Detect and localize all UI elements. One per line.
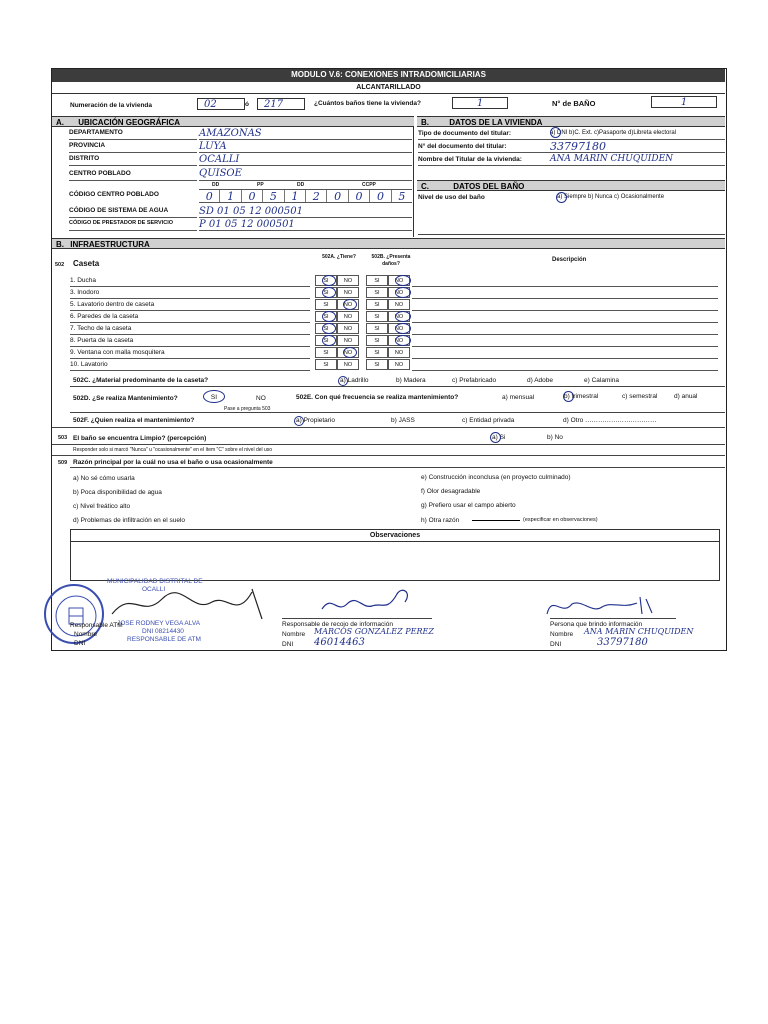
q503-label: El baño se encuentra Limpio? (percepción) [73, 435, 207, 442]
danos-si[interactable]: SI [366, 311, 388, 322]
code-digit: 0 [370, 190, 391, 202]
divider [52, 427, 725, 428]
nombre-titular-label: Nombre del Titular de la vivienda: [418, 153, 550, 166]
left-nombre-label: Nombre [74, 631, 98, 638]
q509-opt-f[interactable]: f) Olor desagradable [421, 488, 481, 495]
caseta-item: 9. Ventana con malla mosquitera [70, 347, 310, 359]
danos-si[interactable]: SI [366, 359, 388, 370]
codigo-centro-digits[interactable] [199, 189, 412, 203]
caseta-head-b: 502B. ¿Presenta daños? [371, 254, 411, 267]
right-dni-label: DNI [550, 641, 562, 648]
tiene-si[interactable]: SI [315, 323, 337, 334]
tiene-si[interactable]: SI [315, 311, 337, 322]
q502f-mark [294, 416, 304, 426]
q502c-opt-b[interactable]: b) Madera [396, 377, 426, 384]
q502c-mark [338, 376, 348, 386]
danos-si[interactable]: SI [366, 299, 388, 310]
q502e-opt-b[interactable]: b) trimestral [564, 393, 599, 400]
tiene-no[interactable]: NO [337, 347, 359, 358]
mid-nombre-value: MARCOS GONZALEZ PEREZ [314, 627, 434, 636]
tiene-no[interactable]: NO [337, 275, 359, 286]
code-digit: 0 [349, 190, 370, 202]
tiene-no[interactable]: NO [337, 359, 359, 370]
stamp-town: OCALLI [142, 586, 166, 593]
prestador-field[interactable]: P 01 05 12 000501 [199, 218, 412, 231]
code-head-ccpp: CCPP [362, 182, 376, 188]
q502c-label: 502C. ¿Material predominante de la caseta? [73, 377, 209, 384]
section-a-header [52, 116, 414, 127]
middle-sign-line [282, 618, 432, 619]
q509-opt-h-note: (especificar en observaciones) [523, 517, 598, 523]
q502e-opt-a[interactable]: a) mensual [502, 394, 535, 401]
section-b-letter: B. [421, 118, 429, 127]
table-row [70, 323, 718, 335]
code-head-dd2: DD [297, 182, 305, 188]
danos-si[interactable]: SI [366, 287, 388, 298]
danos-no[interactable]: NO [388, 323, 410, 334]
q509-opt-d[interactable]: d) Problemas de infiltración en el suelo [73, 517, 186, 524]
provincia-label: PROVINCIA [69, 140, 197, 153]
q509-opt-b[interactable]: b) Poca disponibilidad de agua [73, 489, 162, 496]
danos-no[interactable]: NO [388, 347, 410, 358]
q503-mark [490, 432, 501, 443]
divider [418, 234, 725, 235]
mark-circle [322, 275, 336, 286]
caseta-head-a: 502A. ¿Tiene? [322, 254, 356, 260]
q502d-si[interactable]: SI [203, 390, 225, 403]
desc-field[interactable] [412, 311, 718, 323]
banos-question: ¿Cuántos baños tiene la vivienda? [314, 100, 421, 107]
uso-bano-mark [556, 192, 567, 203]
q502f-opt-a[interactable]: a) Propietario [296, 417, 336, 424]
danos-no[interactable]: NO [388, 359, 410, 370]
resp-atm-label: Responsable ATM [70, 622, 123, 629]
nombre-titular-field[interactable]: ANA MARIN CHUQUIDEN [550, 153, 725, 166]
code-digit: 5 [263, 190, 284, 202]
q503-opt-b[interactable]: b) No [547, 434, 563, 441]
divider [70, 386, 725, 387]
danos-no[interactable]: NO [388, 299, 410, 310]
caseta-item: 8. Puerta de la caseta [70, 335, 310, 347]
mark-circle [395, 311, 411, 322]
caseta-head-desc: Descripción [552, 257, 587, 263]
section-c-title: DATOS DEL BAÑO [453, 182, 525, 191]
arrow-line [472, 520, 520, 521]
mark-circle [395, 287, 411, 298]
code-digit: 0 [327, 190, 348, 202]
code-digit: 5 [398, 190, 406, 203]
q502c-opt-c[interactable]: c) Prefabricado [452, 377, 497, 384]
tipo-doc-mark [550, 127, 561, 138]
q502d-label: 502D. ¿Se realiza Mantenimiento? [73, 395, 178, 402]
num-doc-field[interactable]: 33797180 [550, 140, 725, 153]
divider [70, 467, 725, 468]
caseta-item: 5. Lavatorio dentro de caseta [70, 299, 310, 311]
q509-opt-e[interactable]: e) Construcción inconclusa (en proyecto culminado) [421, 474, 571, 481]
vivienda-field-a[interactable]: 02 [197, 98, 245, 110]
tiene-si[interactable]: SI [315, 275, 337, 286]
code-digit: 1 [220, 190, 241, 202]
caseta-item: 6. Paredes de la caseta [70, 311, 310, 323]
tiene-si[interactable]: SI [315, 299, 337, 310]
mark-circle [343, 347, 357, 358]
q509-label: Razón principal por la cuál no usa el baño o usa ocasionalmente [73, 459, 273, 466]
ubicacion-block [52, 127, 414, 237]
code-digit: 1 [285, 190, 306, 202]
departamento-label: DEPARTAMENTO [69, 127, 197, 140]
tipo-doc-options[interactable]: a) DNI b)C. Ext. c)Pasaporte d)Libreta electoral [550, 127, 725, 140]
divider [52, 455, 725, 456]
caseta-code: 502 [55, 262, 65, 268]
mark-circle [322, 287, 336, 298]
banos-field[interactable]: 1 [452, 97, 508, 109]
code-head-dd1: DD [212, 182, 220, 188]
section-c-letter: C. [421, 182, 429, 191]
stamp-role: RESPONSABLE DE ATM [127, 636, 201, 643]
q502c-opt-e[interactable]: e) Calamina [584, 377, 620, 384]
mid-nombre-label: Nombre [282, 631, 306, 638]
caseta-item: 1. Ducha [70, 275, 310, 287]
caseta-title: Caseta [73, 259, 100, 268]
right-nombre-value: ANA MARIN CHUQUIDEN [584, 627, 694, 636]
q509-opt-h[interactable]: h) Otra razón [421, 517, 460, 524]
tiene-no[interactable]: NO [337, 335, 359, 346]
table-row [70, 335, 718, 347]
distrito-field[interactable]: OCALLI [199, 153, 412, 166]
right-signature [542, 589, 662, 621]
mark-circle [322, 311, 336, 322]
uso-bano-options[interactable]: a) Siempre b) Nunca c) Ocasionalmente [557, 194, 665, 200]
stamp-dni: DNI 08214430 [142, 628, 184, 635]
centro-poblado-label: CENTRO POBLADO [69, 166, 197, 181]
desc-field[interactable] [412, 275, 718, 287]
vivienda-sep: ó [245, 101, 249, 108]
agua-label: CÓDIGO DE SISTEMA DE AGUA [69, 205, 197, 218]
uso-bano-label: Nivel de uso del baño [418, 194, 485, 201]
tiene-si[interactable]: SI [315, 359, 337, 370]
mark-circle [395, 323, 411, 334]
tiene-no[interactable]: NO [337, 287, 359, 298]
nbano-label: N° de BAÑO [552, 99, 596, 108]
section-b-vivienda-header [417, 116, 725, 127]
tiene-si[interactable]: SI [315, 287, 337, 298]
danos-si[interactable]: SI [366, 275, 388, 286]
danos-si[interactable]: SI [366, 323, 388, 334]
desc-field[interactable] [412, 287, 718, 299]
danos-no[interactable]: NO [388, 311, 410, 322]
mid-dni-value: 46014463 [314, 637, 365, 648]
left-dni-label: DNI [74, 640, 86, 647]
code-digit: 2 [306, 190, 327, 202]
section-a-letter: A. [56, 118, 64, 127]
desc-field[interactable] [412, 335, 718, 347]
divider [52, 444, 725, 445]
desc-field[interactable] [412, 299, 718, 311]
divider [70, 412, 725, 413]
desc-field[interactable] [412, 347, 718, 359]
q509-opt-c[interactable]: c) Nivel freático alto [73, 503, 131, 510]
observaciones-box[interactable] [70, 529, 720, 581]
right-dni-value: 33797180 [597, 637, 648, 648]
table-row [70, 347, 718, 359]
table-row [70, 359, 718, 371]
q502e-opt-d[interactable]: d) anual [674, 393, 698, 400]
code-digit: 0 [199, 190, 220, 202]
table-row [70, 287, 718, 299]
agua-field[interactable]: SD 01 05 12 000501 [199, 205, 412, 218]
q509-opt-a[interactable]: a) No sé cómo usarla [73, 475, 135, 482]
danos-si[interactable]: SI [366, 335, 388, 346]
vivienda-field-b[interactable]: 217 [257, 98, 305, 110]
caseta-item: 7. Techo de la caseta [70, 323, 310, 335]
section-b-infra-header [52, 238, 725, 249]
table-row [70, 311, 718, 323]
code-head-pp: PP [257, 182, 264, 188]
centro-poblado-field[interactable]: QUISOE [199, 166, 412, 181]
section-b-infra-letter: B. [56, 240, 64, 249]
form-title: MODULO V.6: CONEXIONES INTRADOMICILIARIAS [52, 69, 725, 82]
mark-circle [395, 275, 411, 286]
section-a-title: UBICACIÓN GEOGRÁFICA [78, 118, 181, 127]
tipo-doc-label: Tipo de documento del titular: [418, 127, 550, 140]
vivienda-label: Numeración de la vivienda [70, 102, 153, 109]
q502c-opt-d[interactable]: d) Adobe [527, 377, 554, 384]
q503-opt-a[interactable]: a) Si [492, 434, 506, 441]
mark-circle [322, 323, 336, 334]
departamento-field[interactable]: AMAZONAS [199, 127, 412, 140]
danos-si[interactable]: SI [366, 347, 388, 358]
survey-form [51, 68, 727, 651]
mark-circle [395, 335, 411, 346]
q503-code: 503 [58, 435, 68, 441]
table-row [70, 275, 718, 287]
q502f-opt-b[interactable]: b) JASS [391, 417, 415, 424]
q502f-opt-c[interactable]: c) Entidad privada [462, 417, 515, 424]
q502f-opt-d[interactable]: d) Otro …………………………… [563, 417, 657, 424]
desc-field[interactable] [412, 323, 718, 335]
q502c-opt-a[interactable]: a) Ladrillo [340, 377, 369, 384]
right-nombre-label: Nombre [550, 631, 574, 638]
table-row [70, 299, 718, 311]
tiene-no[interactable]: NO [337, 311, 359, 322]
section-b-vivienda-title: DATOS DE LA VIVIENDA [449, 118, 543, 127]
danos-no[interactable]: NO [388, 287, 410, 298]
caseta-item: 3. Inodoro [70, 287, 310, 299]
danos-no[interactable]: NO [388, 335, 410, 346]
mark-circle [322, 335, 336, 346]
code-digit: 0 [242, 190, 263, 202]
q502e-opt-c[interactable]: c) semestral [622, 393, 658, 400]
nbano-field[interactable]: 1 [651, 96, 717, 108]
tiene-no[interactable]: NO [337, 323, 359, 334]
mid-dni-label: DNI [282, 641, 294, 648]
q502f-label: 502F. ¿Quien realiza el mantenimiento? [73, 417, 195, 424]
danos-no[interactable]: NO [388, 275, 410, 286]
caseta-item: 10. Lavatorio [70, 359, 310, 371]
stamp-name: JOSE RODNEY VEGA ALVA [117, 620, 201, 627]
tiene-si[interactable]: SI [315, 347, 337, 358]
tiene-no[interactable]: NO [337, 299, 359, 310]
provincia-field[interactable]: LUYA [199, 140, 412, 153]
q502d-no[interactable]: NO [256, 395, 266, 402]
distrito-label: DISTRITO [69, 153, 197, 166]
q502e-mark [563, 391, 574, 402]
stamp-municipality: MUNICIPALIDAD DISTRITAL DE [107, 578, 203, 585]
left-signature [102, 584, 272, 624]
middle-signature [317, 584, 417, 619]
section-c-header [417, 180, 725, 191]
mid-resp-label: Responsable de recojo de información [282, 621, 393, 628]
section-b-infra-title: INFRAESTRUCTURA [70, 240, 150, 249]
tiene-si[interactable]: SI [315, 335, 337, 346]
q509-code: 509 [58, 460, 68, 466]
q502d-pase: Pase a pregunta 503 [224, 406, 271, 412]
q509-opt-g[interactable]: g) Prefiero usar el campo abierto [421, 502, 516, 509]
right-resp-label: Persona que brindo información [550, 621, 643, 628]
q503-note: Responder solo si marcó "Nunca" u "ocasionalmente" en el ítem "C" sobre el nivel del uso [73, 447, 273, 453]
right-sign-line [550, 618, 676, 619]
num-doc-label: N° del documento del titular: [418, 140, 550, 153]
codigo-centro-label: CÓDIGO CENTRO POBLADO [69, 191, 159, 198]
observaciones-title: Observaciones [71, 530, 719, 542]
prestador-label: CÓDIGO DE PRESTADOR DE SERVICIO [69, 218, 197, 231]
q502e-label: 502E. Con qué frecuencia se realiza mantenimiento? [296, 394, 459, 401]
desc-field[interactable] [412, 359, 718, 371]
form-subtitle: ALCANTARILLADO [52, 82, 725, 94]
mark-circle [343, 299, 357, 310]
